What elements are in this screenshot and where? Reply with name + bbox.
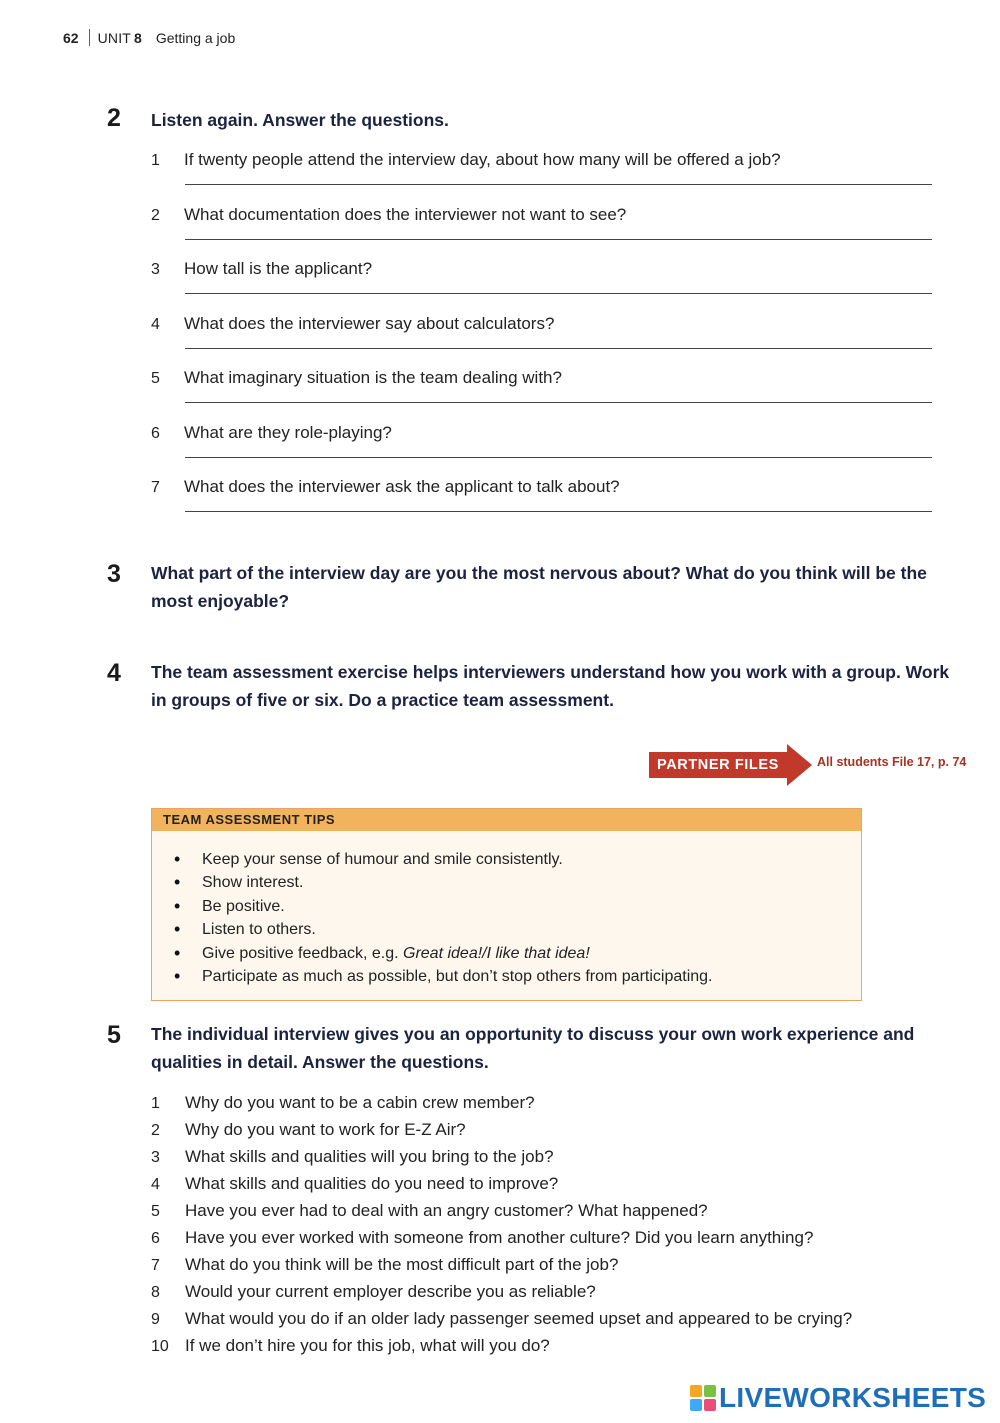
question-text: Have you ever worked with someone from another culture? Did you learn anything? — [185, 1228, 814, 1247]
question-number: 6 — [151, 1230, 160, 1247]
question-number: 2 — [151, 1122, 160, 1139]
answer-field[interactable] — [185, 511, 932, 512]
question-number: 6 — [151, 425, 160, 442]
exercise-4-title — [151, 658, 949, 714]
question-number: 5 — [151, 1203, 160, 1220]
tip-example: Great idea!/I like that idea! — [403, 944, 590, 962]
question-text: What does the interviewer ask the applicant to talk about? — [184, 477, 620, 496]
unit-label: UNIT — [97, 29, 132, 46]
tip-item — [174, 918, 861, 941]
exercise-3-title-line: most enjoyable? — [151, 591, 290, 611]
tip-text: Give positive feedback, e.g. — [202, 944, 403, 962]
question-text: What imaginary situation is the team dealing with? — [184, 368, 562, 387]
exercise-5-title-line: qualities in detail. Answer the questions. — [151, 1052, 489, 1072]
answer-field[interactable] — [185, 348, 932, 349]
unit-number: 8 — [134, 29, 142, 46]
question-text: What would you do if an older lady passenger seemed upset and appeared to be crying? — [185, 1309, 853, 1328]
answer-field[interactable] — [185, 402, 932, 403]
question-number: 10 — [151, 1338, 169, 1355]
partner-files-label: PARTNER FILES — [649, 752, 787, 778]
exercise-5-question — [151, 1093, 535, 1113]
question-number: 3 — [151, 261, 160, 278]
logo-tile — [690, 1399, 702, 1411]
exercise-2-question — [151, 205, 932, 259]
question-text: Have you ever had to deal with an angry customer? What happened? — [185, 1201, 708, 1220]
tip-item — [174, 942, 861, 965]
answer-field[interactable] — [185, 239, 932, 240]
question-text: What skills and qualities do you need to improve? — [185, 1174, 559, 1193]
exercise-2-question — [151, 368, 932, 422]
tip-text: Keep your sense of humour and smile consistently. — [202, 851, 563, 868]
exercise-3-number: 3 — [107, 560, 121, 588]
header-divider — [89, 29, 90, 46]
question-text: Why do you want to be a cabin crew member? — [185, 1093, 535, 1112]
exercise-3-title — [151, 559, 927, 615]
question-number: 5 — [151, 370, 160, 387]
question-text: Would your current employer describe you as reliable? — [185, 1282, 596, 1301]
logo-tile — [690, 1385, 702, 1397]
page-number: 62 — [63, 29, 79, 46]
question-text: If we don’t hire you for this job, what will you do? — [185, 1336, 550, 1355]
exercise-2-number: 2 — [107, 104, 121, 132]
exercise-5-question — [151, 1336, 550, 1356]
watermark-text: LIVEWORKSHEETS — [719, 1382, 987, 1413]
exercise-5-question — [151, 1309, 852, 1329]
exercise-5-question — [151, 1120, 466, 1140]
exercise-5-question — [151, 1255, 618, 1275]
page-header — [63, 29, 235, 46]
exercise-2-question — [151, 150, 932, 204]
tip-text: Participate as much as possible, but don’t stop others from participating. — [202, 968, 713, 986]
question-number: 4 — [151, 1176, 160, 1193]
exercise-5-title — [151, 1020, 914, 1076]
question-text: What do you think will be the most difficult part of the job? — [185, 1255, 619, 1274]
question-number: 3 — [151, 1149, 160, 1166]
question-number: 1 — [151, 152, 160, 169]
tip-item — [174, 895, 861, 918]
exercise-5-question — [151, 1147, 554, 1167]
question-number: 2 — [151, 207, 160, 224]
question-number: 1 — [151, 1095, 160, 1112]
exercise-5-question — [151, 1282, 596, 1302]
partner-files-reference: All students File 17, p. 74 — [817, 755, 967, 769]
tip-item — [174, 871, 861, 894]
question-text: What documentation does the interviewer not want to see? — [184, 205, 627, 224]
exercise-2-question — [151, 314, 932, 368]
exercise-4-number: 4 — [107, 659, 121, 687]
arrow-right-icon — [787, 744, 812, 786]
exercise-4-title-line: The team assessment exercise helps interviewers understand how you work with a group. Work — [151, 662, 950, 682]
unit-title: Getting a job — [155, 29, 236, 46]
liveworksheets-watermark — [690, 1382, 986, 1414]
question-number: 7 — [151, 1257, 160, 1274]
answer-field[interactable] — [185, 293, 932, 294]
question-text: What are they role-playing? — [184, 423, 392, 442]
exercise-2-title: Listen again. Answer the questions. — [151, 110, 449, 130]
tips-list — [152, 831, 861, 988]
logo-tile — [704, 1399, 716, 1411]
logo-tile — [704, 1385, 716, 1397]
exercise-2-question — [151, 259, 932, 313]
exercise-3-title-line: What part of the interview day are you the most nervous about? What do you think will be the — [151, 563, 927, 583]
question-number: 9 — [151, 1311, 160, 1328]
exercise-5-question — [151, 1201, 708, 1221]
tip-item — [174, 848, 861, 871]
tips-header: TEAM ASSESSMENT TIPS — [152, 809, 861, 831]
exercise-5-question — [151, 1228, 813, 1248]
team-assessment-tips-box — [151, 808, 862, 1001]
question-text: If twenty people attend the interview day, about how many will be offered a job? — [184, 150, 781, 169]
exercise-4-title-line: in groups of five or six. Do a practice team assessment. — [151, 690, 614, 710]
tip-text: Listen to others. — [202, 921, 316, 939]
answer-field[interactable] — [185, 457, 932, 458]
exercise-5-question — [151, 1174, 558, 1194]
tip-item — [174, 965, 861, 988]
partner-files-tag — [649, 744, 812, 786]
exercise-2-question — [151, 477, 932, 531]
question-text: What does the interviewer say about calculators? — [184, 314, 555, 333]
question-text: What skills and qualities will you bring to the job? — [185, 1147, 554, 1166]
question-number: 4 — [151, 316, 160, 333]
question-number: 7 — [151, 479, 160, 496]
question-text: How tall is the applicant? — [184, 259, 373, 278]
tip-text: Show interest. — [202, 874, 304, 892]
liveworksheets-logo-icon — [690, 1385, 716, 1411]
question-number: 8 — [151, 1284, 160, 1301]
tip-text: Be positive. — [202, 897, 285, 915]
exercise-5-title-line: The individual interview gives you an opportunity to discuss your own work experience and — [151, 1024, 915, 1044]
exercise-2-question — [151, 423, 932, 477]
exercise-5-number: 5 — [107, 1021, 121, 1049]
answer-field[interactable] — [185, 184, 932, 185]
question-text: Why do you want to work for E-Z Air? — [185, 1120, 466, 1139]
